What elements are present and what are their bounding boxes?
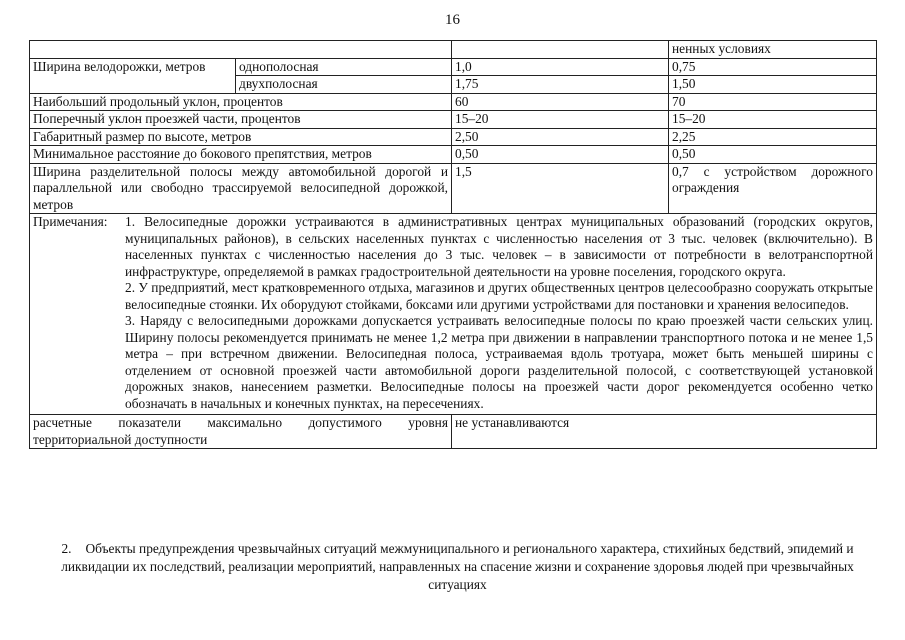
parameters-table <box>29 40 877 449</box>
row-value-2: 1,50 <box>669 76 877 94</box>
note-item: 1. Велосипедные дорожки устраиваются в административных центрах муниципальных образований (городских округов, муниципальных районов), в сельских населенных пунктах с численностью населения от 3 тыс. человек (включительно). В населенных пунктах с численностью населения до 3 тыс. человек – в зависимости от потребности в велотранспортной инфраструктуре, определяемой в рамках градостроительной деятельности на уровне поселения, городского округа. <box>125 214 873 279</box>
row-value-1: 0,50 <box>452 146 669 164</box>
table-row <box>30 146 877 164</box>
table-row <box>30 58 877 76</box>
table-row <box>30 163 877 214</box>
page-number: 16 <box>445 12 460 28</box>
row-value-1: 1,5 <box>452 163 669 214</box>
row-value-1: 15–20 <box>452 111 669 129</box>
note-item: 3. Наряду с велосипедными дорожками допускается устраивать велосипедные полосы по краю проезжей части сельских улиц. Ширину полосы рекомендуется принимать не менее 1,2 метра при движении в направлении транспортного потока и не менее 1,5 метра – при встречном движении. Велосипедная полоса, устраиваемая вдоль тротуара, может быть меньшей ширины с отделением от основной проезжей части автомобильной дороги разделительной полосой, с соответствующей установкой дорожных знаков, нанесением разметки. Велосипедные полосы на проезжей части дорог рекомендуется особенно четко обозначать в начальных и конечных пунктах, на пересечениях. <box>125 313 873 411</box>
notes-label: Примечания: <box>33 214 108 229</box>
header-continuation: ненных условиях <box>669 41 877 59</box>
table-row <box>30 111 877 129</box>
table-row <box>30 93 877 111</box>
section-item-text: Объекты предупреждения чрезвычайных ситуаций межмуниципального и регионального характера, стихийных бедствий, эпидемий и ликвидации их последствий, реализации мероприятий, направленных на спасение жизни и сохранение здоровья людей при чрезвычайных ситуациях <box>61 541 854 592</box>
notes-body <box>125 214 873 412</box>
footer-label: расчетные показатели максимально допустимого уровня территориальной доступности <box>30 415 452 449</box>
notes-cell <box>30 214 877 415</box>
section-item-number: 2. <box>61 541 72 556</box>
row-value-1: 2,50 <box>452 128 669 146</box>
row-value-2: 2,25 <box>669 128 877 146</box>
row-label: Ширина велодорожки, метров <box>30 58 236 93</box>
row-value-2: 0,7 с устройством дорожного ограждения <box>669 163 877 214</box>
table-footer-row <box>30 415 877 449</box>
note-item: 2. У предприятий, мест кратковременного отдыха, магазинов и других общественных центров целесообразно сооружать открытые велосипедные стоянки. Их оборудуют стойками, боксами или другими устройствами для постановки и хранения велосипедов. <box>125 280 873 312</box>
row-value-1: 1,75 <box>452 76 669 94</box>
row-value-2: 0,75 <box>669 58 877 76</box>
notes-row <box>30 214 877 415</box>
row-sublabel: двухполосная <box>236 76 452 94</box>
row-label: Поперечный уклон проезжей части, процентов <box>30 111 452 129</box>
row-label: Наибольший продольный уклон, процентов <box>30 93 452 111</box>
row-label: Габаритный размер по высоте, метров <box>30 128 452 146</box>
row-value-2: 70 <box>669 93 877 111</box>
table-row <box>30 128 877 146</box>
row-value-2: 0,50 <box>669 146 877 164</box>
row-label: Минимальное расстояние до бокового препятствия, метров <box>30 146 452 164</box>
row-value-1: 1,0 <box>452 58 669 76</box>
row-value-1: 60 <box>452 93 669 111</box>
section-item <box>40 540 875 594</box>
header-cell-empty <box>30 41 452 59</box>
table-header-row <box>30 41 877 59</box>
header-cell-empty-2 <box>452 41 669 59</box>
row-label: Ширина разделительной полосы между автомобильной дорогой и параллельной или свободно трассируемой велосипедной дорожкой, метров <box>30 163 452 214</box>
row-sublabel: однополосная <box>236 58 452 76</box>
footer-value: не устанавливаются <box>452 415 877 449</box>
row-value-2: 15–20 <box>669 111 877 129</box>
